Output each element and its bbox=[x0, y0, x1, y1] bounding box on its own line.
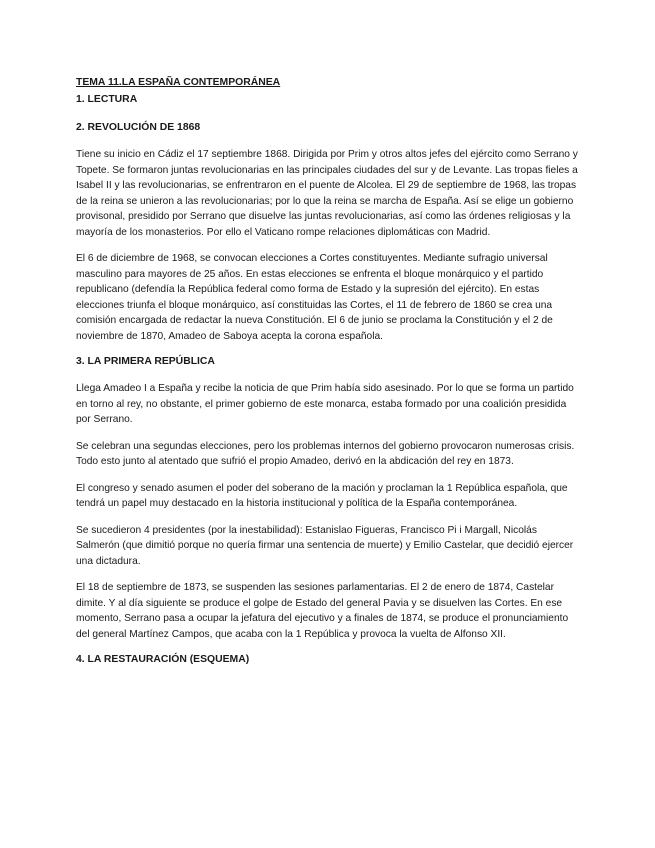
document-page bbox=[76, 76, 581, 679]
paragraph: El 18 de septiembre de 1873, se suspenden las sesiones parlamentarias. El 2 de enero de 1874, Castelar dimite. Y al día siguiente se produce el golpe de Estado del general Pavia y se disuelven las Cortes. En ese momento, Serrano pasa a ocupar la jefatura del ejecutivo y a finales de 1874, se produce el pronunciamiento del general Martínez Campos, que acaba con la 1 República y provoca la vuelta de Alfonso XII. bbox=[76, 582, 569, 640]
paragraph: Se celebran una segundas elecciones, pero los problemas internos del gobierno provocaron numerosas crisis. Todo esto junto al atentado que sufrió el propio Amadeo, derivó en la abdicación del rey en 1873. bbox=[76, 440, 575, 467]
heading-restauracion: 4. LA RESTAURACIÓN (ESQUEMA) bbox=[76, 654, 250, 665]
paragraph: Llega Amadeo I a España y recibe la noticia de que Prim había sido asesinado. Por lo que se forma un partido en torno al rey, no obstante, el primer gobierno de este monarca, estaba formado por una coalición presidida por Serrano. bbox=[76, 383, 574, 425]
paragraph: El congreso y senado asumen el poder del soberano de la mación y proclaman la 1 República española, que tendrá un papel muy destacado en la historia institucional y política de la España contemporánea. bbox=[76, 482, 568, 509]
heading-revolucion: 2. REVOLUCIÓN DE 1868 bbox=[76, 122, 201, 133]
document-title: TEMA 11.LA ESPAÑA CONTEMPORÁNEA bbox=[76, 77, 281, 88]
paragraph: El 6 de diciembre de 1968, se convocan elecciones a Cortes constituyentes. Mediante sufragio universal masculino para mayores de 25 años. En estas elecciones se enfrenta el bloque monárquico y el partido republicano (defendía la República federal como forma de Estado y la supresión del ejército). En estas elecciones triunfa el bloque monárquico, así constituidas las Cortes, el 11 de febrero de 1860 se crea una comisión encargada de redactar la nueva Constitución. El 6 de junio se proclama la Constitución y el 2 de noviembre de 1870, Amadeo de Saboya acepta la corona española. bbox=[76, 253, 553, 342]
heading-republica: 3. LA PRIMERA REPÚBLICA bbox=[76, 356, 215, 367]
paragraph: Se sucedieron 4 presidentes (por la inestabilidad): Estanislao Figueras, Francisco Pi i Margall, Nicolás Salmerón (que dimitió porque no quería firmar una sentencia de muerte) y Emilio Castelar, que decidió ejercer una dictadura. bbox=[76, 524, 574, 567]
paragraph: Tiene su inicio en Cádiz el 17 septiembre 1868. Dirigida por Prim y otros altos jefes del ejército como Serrano y Topete. Se formaron juntas revolucionarias en las principales ciudades del sur y de Levante. Las tropas fieles a Isabel II y las revolucionarias, se enfrentraron en el puente de Alcolea. El 29 de septiembre de 1968, las tropas de la reina se unieron a las revolucionarias; por lo que la reina se marcha de España. Así se elige un gobierno provisonal, presidido por Serrano que disuelve las juntas revolucionarias, así como las órdenes religiosas y la mayoría de los monasterios. Por ello el Vaticano rompe relaciones diplomáticas con Madrid. bbox=[76, 149, 578, 238]
heading-lectura: 1. LECTURA bbox=[76, 94, 138, 105]
